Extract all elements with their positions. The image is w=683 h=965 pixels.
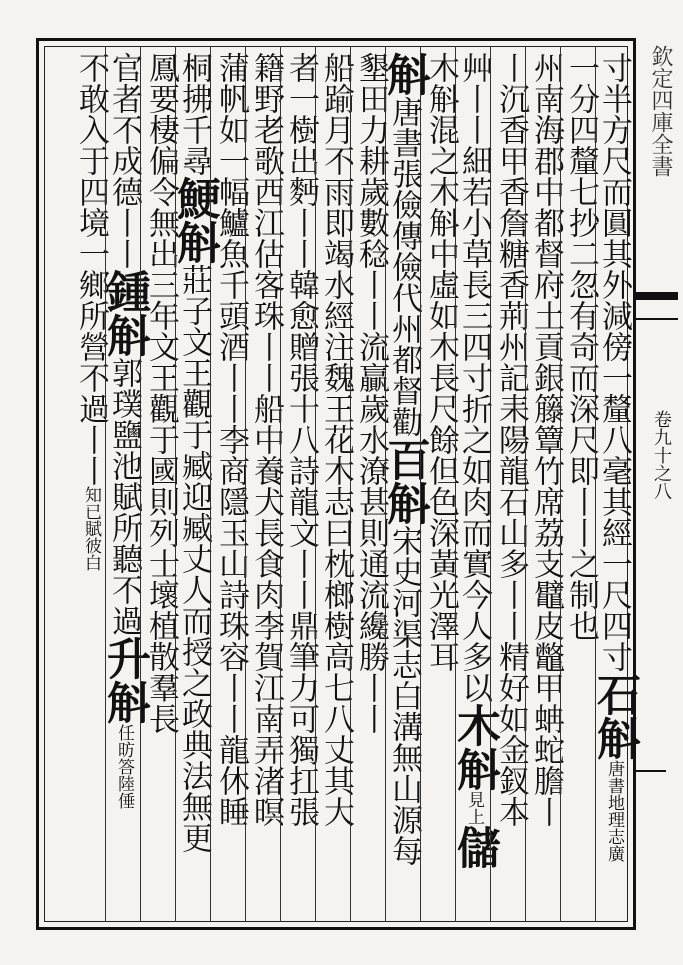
column-rule — [455, 46, 456, 922]
entry-heading: 百斛 — [379, 437, 430, 525]
column-text: 籍野老歌西江估客珠丨丨船中養犬長食肉李賀江南弄渚暝 — [248, 52, 284, 827]
column-text: 鳳要棲 — [143, 52, 179, 145]
column-rule — [245, 46, 246, 922]
text-column — [589, 52, 640, 912]
column-rule — [280, 46, 281, 922]
column-text: 蒲帆如一幅鱸魚千頭酒丨丨李商隱玉山詩珠容丨丨龍休睡 — [213, 52, 249, 827]
column-rule — [420, 46, 421, 922]
fishtail-mark-lower — [634, 302, 678, 320]
column-rule — [175, 46, 176, 922]
column-text: 任昉答陸倕 — [114, 724, 134, 809]
column-text: 見上 — [464, 791, 484, 825]
entry-heading: 鍾斛 — [99, 269, 150, 357]
column-text: 墾田力耕歲數稔丨丨流贏 — [353, 52, 389, 393]
column-rule — [490, 46, 491, 922]
column-text: 宋史河渠志白溝無山源每 — [386, 525, 422, 866]
column-rule — [105, 46, 106, 922]
column-text: 官者不成德丨丨 — [106, 52, 142, 269]
column-text: 偏令無出三年文王觀于國則列士壞植散羣長 — [143, 145, 179, 734]
column-rule — [210, 46, 211, 922]
column-text: 唐書地理志廣 — [604, 760, 624, 862]
column-rule — [350, 46, 351, 922]
column-text: 郭璞鹽池賦所聽不過 — [106, 357, 142, 636]
column-rule — [140, 46, 141, 922]
column-text: 者一樹出麪丨丨韓愈贈張十八詩龍文丨丨鼎筆力可獨扛張 — [283, 52, 319, 827]
column-rule — [560, 46, 561, 922]
fishtail-mark — [634, 292, 678, 300]
entry-heading: 石斛 — [589, 672, 640, 760]
column-text: 寸半方尺而圓其外減傍一釐八毫其經一尺四寸 — [596, 52, 632, 672]
column-rule — [315, 46, 316, 922]
column-text: 州南海郡中都督府土貢銀籐簟竹席荔支鼊皮鼈甲蚺蛇膽丨 — [528, 52, 564, 827]
column-text: 莊子文王觀于臧迎臧丈人而授之政典法無更 — [176, 264, 212, 853]
juan-number: 卷九十之八 — [651, 410, 672, 500]
entry-heading: 木斛 — [449, 703, 500, 791]
column-text: 一分四釐七抄二忽有奇而深尺即丨丨之制也 — [563, 52, 599, 641]
entry-heading: 斛 — [379, 52, 430, 96]
column-text: 船踰月不雨即竭水經注魏王花木志曰枕榔樹高七八丈其大 — [318, 52, 354, 827]
column-text: 一鄉所營不過丨丨 — [73, 238, 109, 486]
column-rule — [595, 46, 596, 922]
column-text: 知已賦彼白 — [81, 486, 101, 571]
entry-heading: 鯁斛 — [169, 176, 220, 264]
column-rule — [385, 46, 386, 922]
column-text: 唐書張儉傳儉代州都督勸 — [386, 96, 422, 437]
column-rule — [525, 46, 526, 922]
column-text: 桐拂千尋 — [176, 52, 212, 176]
column-text: 木斛混之木斛中虛如木長尺餘但色深黃光澤耳 — [423, 52, 459, 672]
entry-heading: 升斛 — [99, 636, 150, 724]
book-title: 欽定四庫全書 — [648, 45, 673, 177]
margin-rule — [636, 770, 666, 772]
entry-heading: 儲 — [449, 825, 500, 869]
column-text: 不敢入于四境 — [73, 52, 109, 238]
column-text: 艸丨丨細若小草長三四寸折之如肉而實今人多以 — [456, 52, 492, 703]
column-text: 丨沉香甲香詹糖香荊州記耒陽龍石山多丨丨精好如金釵本 — [493, 52, 529, 827]
column-text: 歲水潦甚則通流纔勝丨丨 — [353, 393, 389, 734]
